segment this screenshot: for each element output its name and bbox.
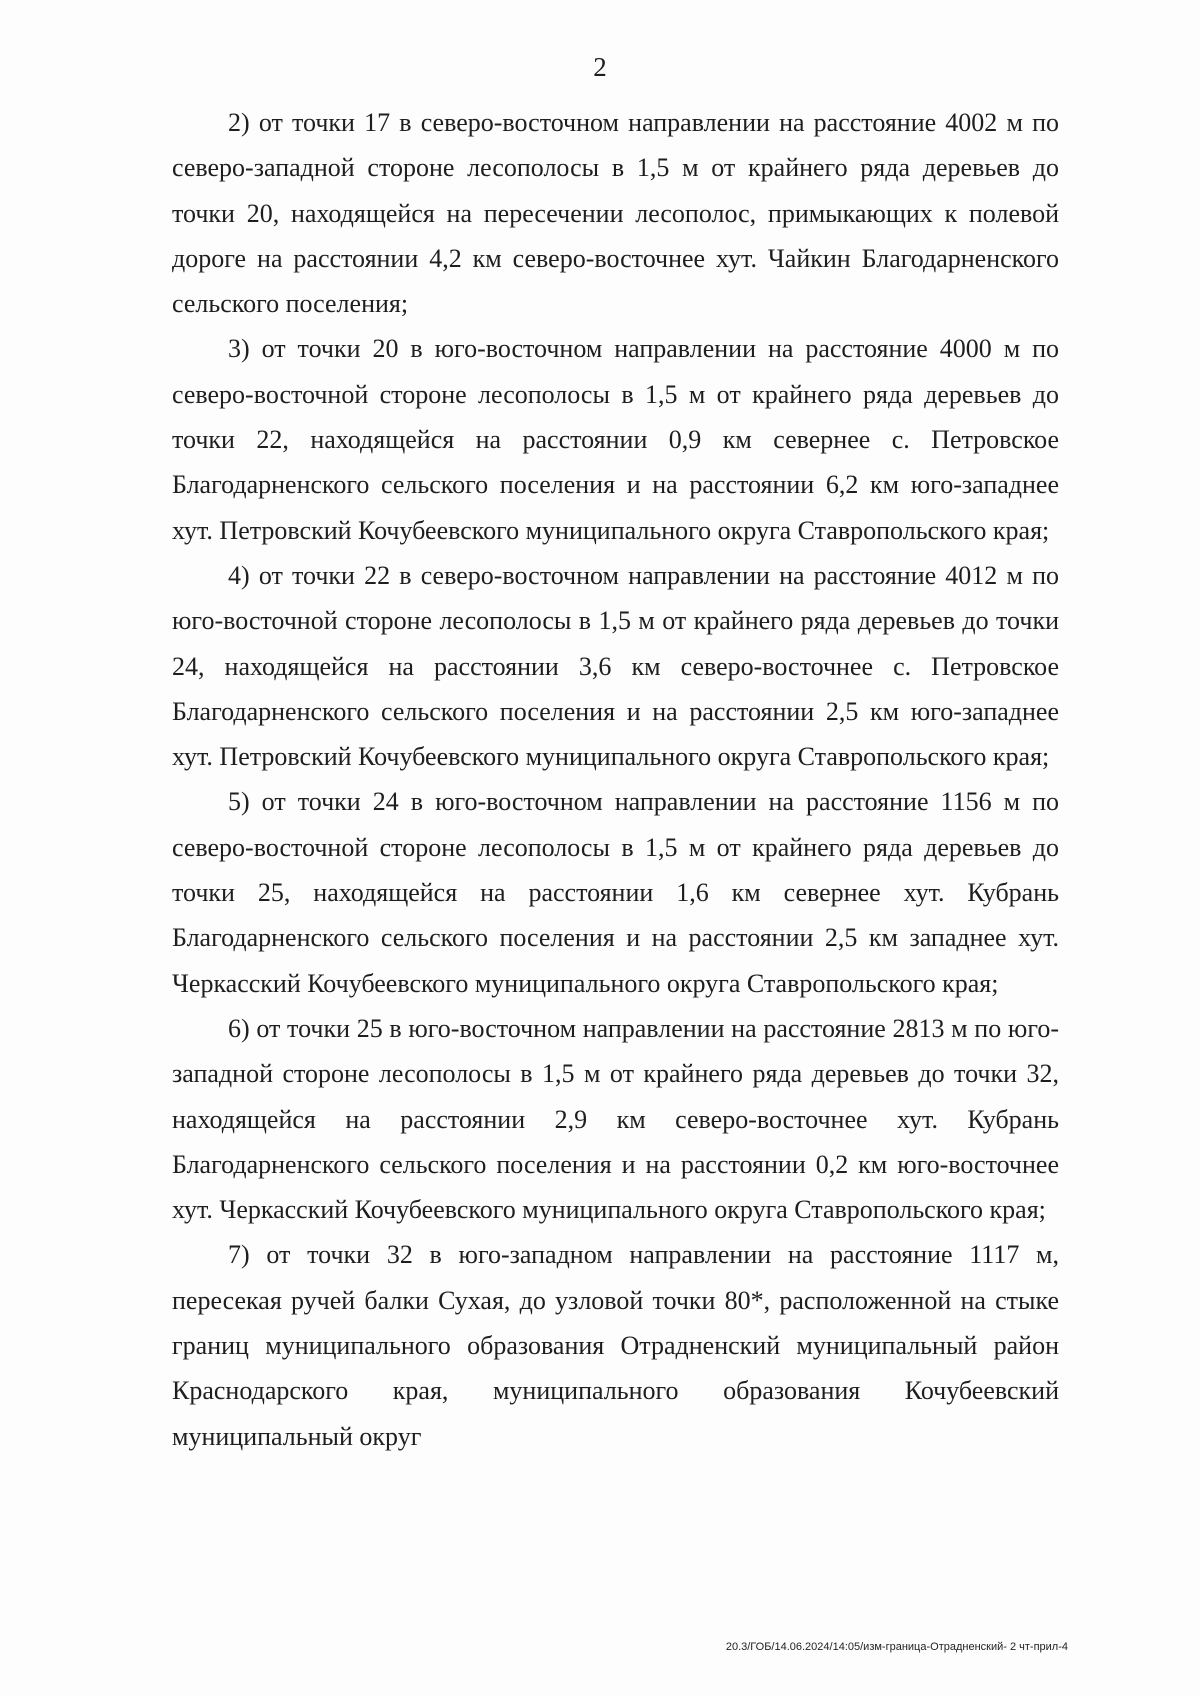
clause-7: 7) от точки 32 в юго-западном направлении на расстояние 1117 м, пересекая ручей балки Сухая, до узловой точки 80*, расположенной на стыке границ муниципального образования Отрадненский муниципальный район Краснодарского края, муниципального образования Кочубеевский муниципальный округ [172, 1240, 1059, 1451]
document-body [172, 100, 1059, 1459]
clause-2: 2) от точки 17 в северо-восточном направлении на расстояние 4002 м по северо-западной стороне лесополосы в 1,5 м от крайнего ряда деревьев до точки 20, находящейся на пересечении лесополос, примыкающих к полевой дороге на расстоянии 4,2 км северо-восточнее хут. Чайкин Благодарненского сельского поселения; [172, 108, 1059, 319]
clause-5: 5) от точки 24 в юго-восточном направлении на расстояние 1156 м по северо-восточной стороне лесополосы в 1,5 м от крайнего ряда деревьев до точки 25, находящейся на расстоянии 1,6 км севернее хут. Кубрань Благодарненского сельского поселения и на расстоянии 2,5 км западнее хут. Черкасский Кочубеевского муниципального округа Ставропольского края; [172, 787, 1059, 998]
clause-4: 4) от точки 22 в северо-восточном направлении на расстояние 4012 м по юго-восточной стороне лесополосы в 1,5 м от крайнего ряда деревьев до точки 24, находящейся на расстоянии 3,6 км северо-восточнее с. Петровское Благодарненского сельского поселения и на расстоянии 2,5 км юго-западнее хут. Петровский Кочубеевского муниципального округа Ставропольского края; [172, 560, 1059, 772]
document-footer-code: 20.3/ГОБ/14.06.2024/14:05/изм-граница-Отрадненский- 2 чт-прил-4 [725, 1641, 1068, 1653]
page-number: 2 [593, 52, 607, 82]
clause-6: 6) от точки 25 в юго-восточном направлении на расстояние 2813 м по юго-западной стороне лесополосы в 1,5 м от крайнего ряда деревьев до точки 32, находящейся на расстоянии 2,9 км северо-восточнее хут. Кубрань Благодарненского сельского поселения и на расстоянии 0,2 км юго-восточнее хут. Черкасский Кочубеевского муниципального округа Ставропольского края; [172, 1013, 1059, 1225]
clause-3: 3) от точки 20 в юго-восточном направлении на расстояние 4000 м по северо-восточной стороне лесополосы в 1,5 м от крайнего ряда деревьев до точки 22, находящейся на расстоянии 0,9 км севернее с. Петровское Благодарненского сельского поселения и на расстоянии 6,2 км юго-западнее хут. Петровский Кочубеевского муниципального округа Ставропольского края; [172, 334, 1059, 545]
